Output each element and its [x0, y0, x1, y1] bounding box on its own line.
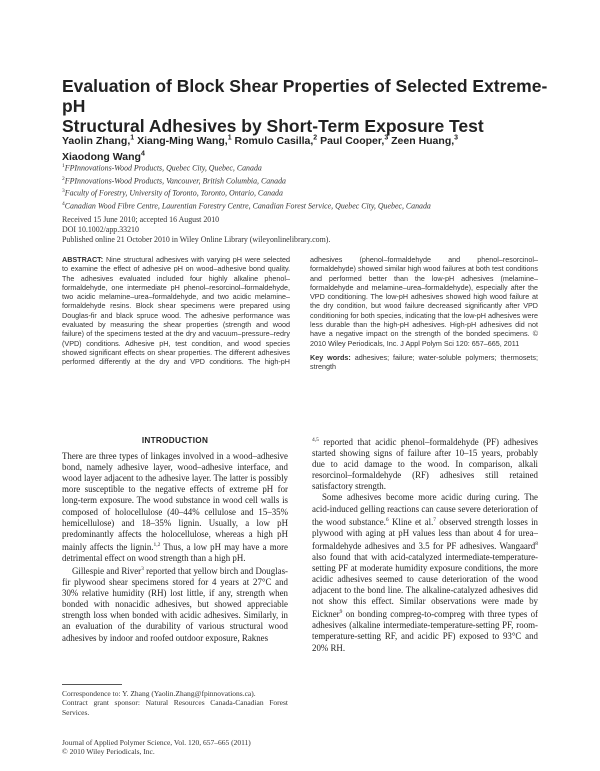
received-date: Received 15 June 2010; accepted 16 August 2010: [62, 215, 220, 224]
footnote-divider: [62, 684, 122, 685]
intro-paragraph-2-cont: $^{4,5}$ reported that acidic phenol–formaldehyde (PF) adhesives started showing signs of failure after 10–15 years, probably due to acid damage to the wood. In comparison, alkali resorcinol–formaldehyde (RF) adhesives still retained satisfactory strength.: [312, 436, 538, 492]
affiliation: $^2$FPInnovations-Wood Products, Vancouver, British Columbia, Canada: [62, 175, 286, 186]
correspondence-note: Correspondence to: Y. Zhang (Yaolin.Zhang@fpinnovations.ca).: [62, 689, 256, 698]
author: Romulo Casilla,$^2$: [234, 134, 318, 147]
intro-paragraph-2: Gillespie and River$^3$ reported that yellow birch and Douglas-fir plywood shear specimens stored for 4 years at 27°C and 30% relative humidity (RH) lost little, if any, strength when bonded with nonacidic adhesives, but showed appreciable strength loss when bonded with acidic adhesives. Similarly, in an evaluation of the durability of various structural wood adhesives by indoor and roofed outdoor exposure, Raknes: [62, 565, 288, 643]
paper-title: [62, 76, 562, 136]
affiliation: $^1$FPInnovations-Wood Products, Quebec City, Quebec, Canada: [62, 163, 262, 173]
journal-citation: Journal of Applied Polymer Science, Vol. 120, 657–665 (2011): [62, 738, 251, 747]
author: Yaolin Zhang,$^1$: [62, 134, 135, 147]
keywords-text: adhesives; failure; water-soluble polymers; thermosets; strength: [310, 352, 539, 372]
author: Zeen Huang,$^3$: [391, 134, 459, 147]
title-line-1: Evaluation of Block Shear Properties of Selected Extreme-pH: [62, 76, 548, 116]
published-date: Published online 21 October 2010 in Wiley Online Library (wileyonlinelibrary.com).: [62, 234, 331, 244]
intro-paragraph-1: There are three types of linkages involved in a wood–adhesive bond, namely adhesive layer, wood–adhesive interface, and wood layer adjacent to the adhesive layer. The latter is possibly more susceptible to the negative effects of extreme pH for long-term exposure. The wood substance in wood cell walls is composed of holocellulose (40–44% cellulose and 15–35% hemicellulose) and 18–35% lignin. Usually, a low pH predominantly affects the holocellulose, whereas a high pH mainly affects the lignin.$^{1,2}$ Thus, a low pH may have a more detrimental effect on wood strength than a high pH.: [62, 451, 288, 563]
grant-note: Contract grant sponsor: Natural Resources Canada-Canadian Forest Services.: [62, 698, 288, 717]
affiliation: $^3$Faculty of Forestry, University of Toronto, Toronto, Ontario, Canada: [62, 188, 283, 198]
abstract: [62, 255, 538, 372]
abstract-text: Nine structural adhesives with varying pH were selected to examine the effect of adhesive pH on wood–adhesive bond quality. The adhesives evaluated included four highly alkaline phenol–formaldehyde, one intermediate pH phenol–resorcinol–formaldehyde, two acidic melamine–urea–formaldehyde, and two acidic melamine–formaldehyde resins. Block shear specimens were prepared using Douglas-fir and black spruce wood. The adhesive performance was evaluated by measuring the shear properties (strength and wood failure) of the specimens tested at the dry and vacuum–pressure–redry (VPD) conditions. Adhesive pH, test condition, and wood species showed significant effects on shear properties. The different adhesives performed differently at the dry and VPD conditions. The high-pH adhesives (phenol–formaldehyde and phenol–resorcinol–formaldehyde) showed similar high wood failures at both test conditions and performed better than the low-pH adhesives (melamine–formaldehyde and melamine–urea–formaldehyde), especially after the VPD conditioning. The low-pH adhesives showed high wood failure at the dry condition, but wood failure decreased significantly after VPD conditioning for both species, indicating that the low-pH adhesives were less durable than the high-pH adhesives. High-pH adhesives did not have a negative impact on the strength of the bonded specimens. © 2010 Wiley Periodicals, Inc. J Appl Polym Sci 120: 657–665, 2011: [62, 255, 538, 367]
title-line-2: Structural Adhesives by Short-Term Exposure Test: [62, 116, 484, 136]
author: Xiang-Ming Wang,$^1$: [137, 134, 232, 147]
doi: DOI 10.1002/app.33210: [62, 224, 139, 234]
publication-dates: [62, 215, 542, 244]
footnotes: [62, 689, 288, 717]
author: Paul Cooper,$^3$: [320, 134, 389, 147]
author: Xiaodong Wang$^4$: [62, 150, 145, 163]
copyright: © 2010 Wiley Periodicals, Inc.: [62, 747, 155, 757]
intro-paragraph-3: Some adhesives become more acidic during curing. The acid-induced gelling reactions can cause severe deterioration of the wood substance.$^6$ Kline et al.$^7$ observed strength losses in plywood with aging at pH values less than about 4 for urea–formaldehyde adhesives and 3.5 for PF adhesives. Wangaard$^8$ also found that with acid-catalyzed intermediate-temperature-setting PF at moderate humidity exposure conditions, the more acidic adhesives seemed to cause deterioration of the wood adjacent to the bond line. The alkaline-catalyzed adhesives did not show this effect. Similar observations were made by Eickner$^9$ on bonding compreg-to-compreg with three types of adhesives (alkaline intermediate-temperature-setting PF, room-temperature-setting RF, and acidic PF) exposed to 93°C and 20% RH.: [312, 492, 538, 653]
author-list: [62, 131, 542, 164]
section-heading: INTRODUCTION: [141, 436, 209, 445]
left-column: [62, 435, 288, 644]
abstract-label: ABSTRACT:: [62, 255, 104, 264]
keywords-label: Key words:: [310, 352, 351, 362]
journal-info: [62, 738, 292, 757]
affiliation: $^4$Canadian Wood Fibre Centre, Laurentian Forestry Centre, Canadian Forest Service, Quebec City, Quebec, Canada: [62, 200, 431, 211]
keywords: [310, 353, 538, 372]
affiliations: [62, 161, 542, 212]
right-column: [312, 435, 538, 654]
